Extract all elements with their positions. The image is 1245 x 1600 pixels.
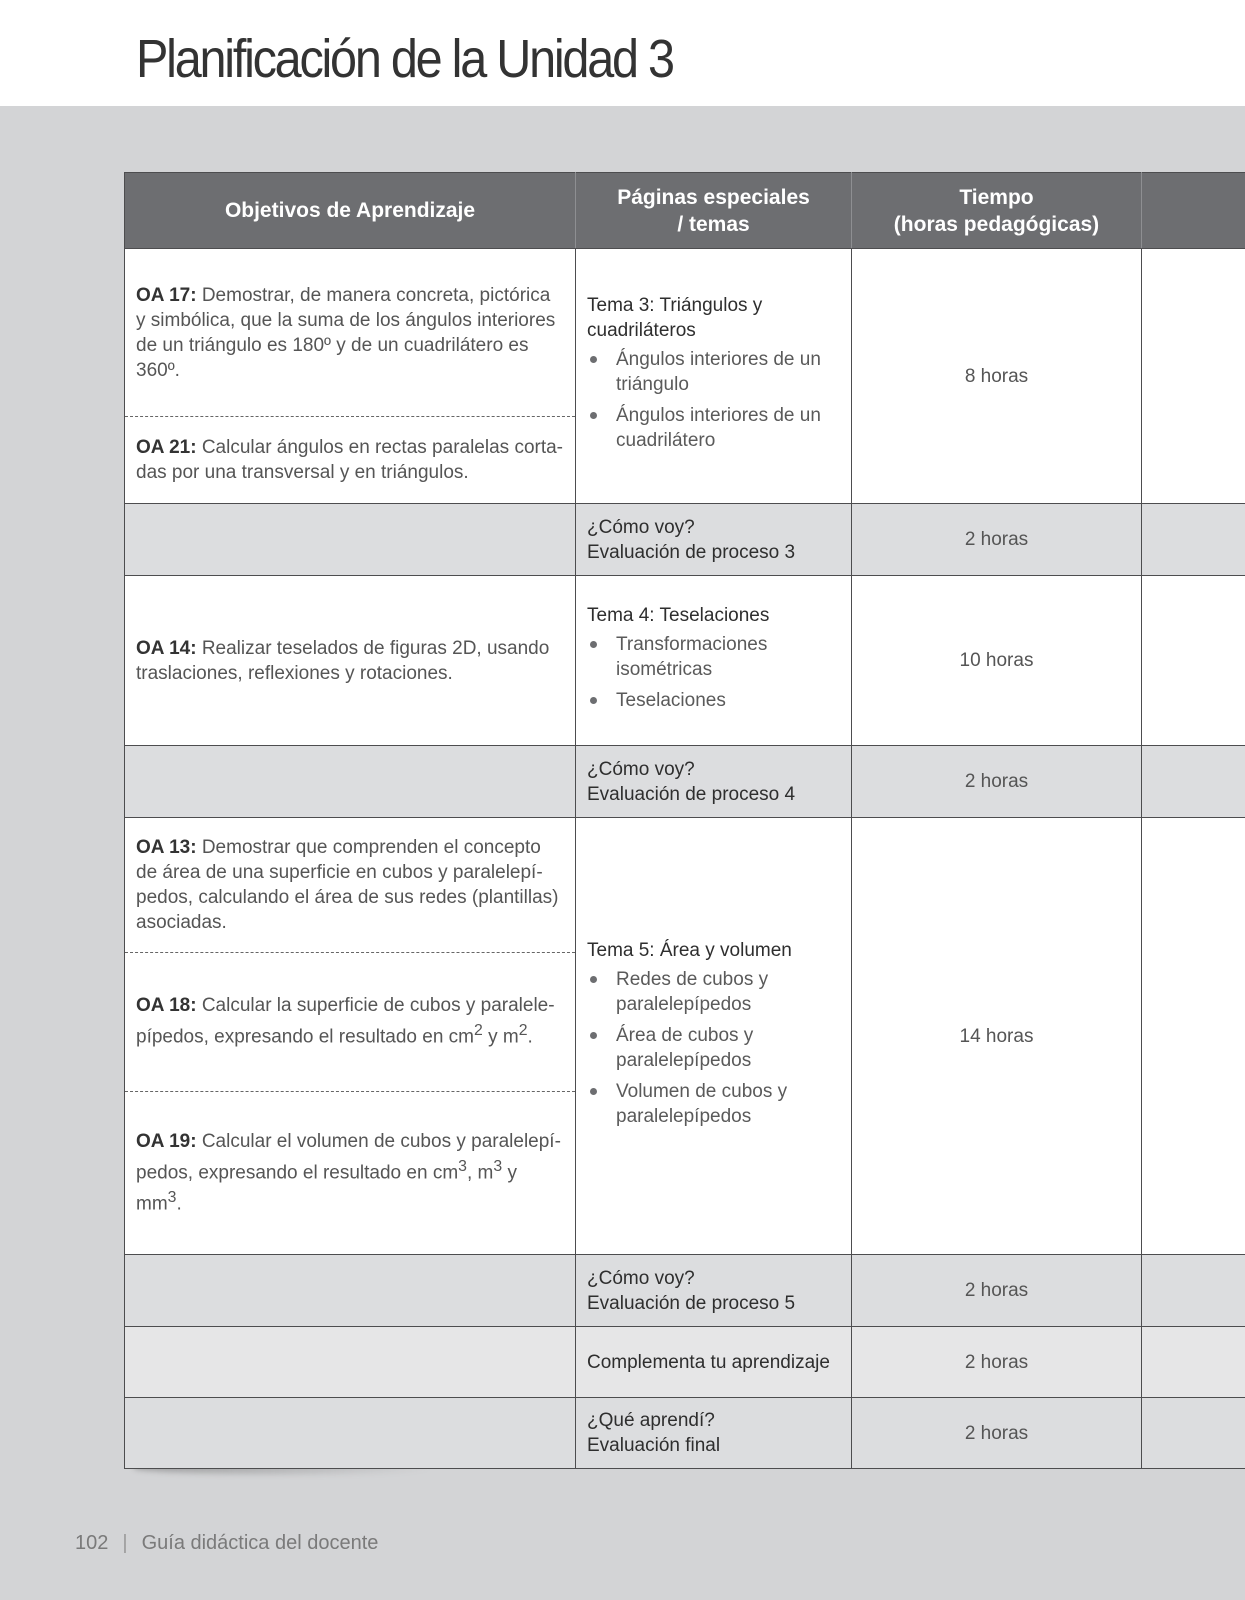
special-cell: ¿Cómo voy? Evaluación de proceso 4 bbox=[576, 746, 852, 818]
oa-cell bbox=[125, 576, 576, 746]
empty-cell bbox=[125, 1398, 576, 1469]
theme-cell bbox=[576, 818, 852, 1255]
page-title: Planificación de la Unidad 3 bbox=[136, 29, 673, 89]
extra-cell bbox=[1142, 1255, 1245, 1327]
time-value: 14 horas bbox=[852, 818, 1142, 1255]
table-row bbox=[125, 1255, 1245, 1327]
extra-cell bbox=[1142, 576, 1245, 746]
extra-cell bbox=[1142, 249, 1245, 504]
oa-cell bbox=[125, 818, 576, 1255]
theme-title: Tema 4: Teselaciones bbox=[587, 604, 770, 626]
list-item: Área de cubos y paralelepípedos bbox=[587, 1023, 841, 1073]
table-row bbox=[125, 746, 1245, 818]
theme-title: Tema 3: Triángulos y cuadriláteros bbox=[587, 295, 763, 341]
extra-cell bbox=[1142, 1327, 1245, 1398]
planning-table bbox=[124, 172, 1245, 1469]
list-item: Teselaciones bbox=[587, 688, 841, 713]
special-cell: ¿Qué aprendí? Evaluación final bbox=[576, 1398, 852, 1469]
theme-title: Tema 5: Área y volumen bbox=[587, 939, 792, 961]
time-value: 2 horas bbox=[852, 504, 1142, 576]
special-cell: Complementa tu aprendizaje bbox=[576, 1327, 852, 1398]
oa-17: OA 17: Demostrar, de manera concreta, pictórica y simbólica, que la suma de los ángulos interiores de un triángulo es 180º y de un cuadrilátero es 360º. bbox=[136, 284, 556, 381]
header-tiempo: Tiempo (horas pedagógicas) bbox=[852, 173, 1142, 249]
header-extra bbox=[1142, 173, 1245, 249]
oa-18: OA 18: Calcular la superficie de cubos y paralele-pípedos, expresando el resultado en $cm^2$ y $m^2$. bbox=[125, 952, 575, 1091]
list-item: Ángulos interiores de un cuadrilátero bbox=[587, 403, 841, 453]
empty-cell bbox=[125, 504, 576, 576]
footer-separator: | bbox=[122, 1532, 128, 1554]
special-cell: ¿Cómo voy? Evaluación de proceso 3 bbox=[576, 504, 852, 576]
table-header-row bbox=[125, 173, 1245, 249]
table-row bbox=[125, 504, 1245, 576]
list-item: Redes de cubos y paralelepípedos bbox=[587, 967, 841, 1017]
table-row bbox=[125, 576, 1245, 746]
extra-cell bbox=[1142, 746, 1245, 818]
oa-21: OA 21: Calcular ángulos en rectas paralelas corta-das por una transversal y en triángulos. bbox=[125, 416, 575, 503]
page-footer bbox=[75, 1532, 378, 1555]
list-item: Transformaciones isométricas bbox=[587, 632, 841, 682]
special-cell: ¿Cómo voy? Evaluación de proceso 5 bbox=[576, 1255, 852, 1327]
extra-cell bbox=[1142, 504, 1245, 576]
book-title: Guía didáctica del docente bbox=[141, 1532, 379, 1554]
list-item: Volumen de cubos y paralelepípedos bbox=[587, 1079, 841, 1129]
header-objetivos: Objetivos de Aprendizaje bbox=[125, 173, 576, 249]
time-value: 8 horas bbox=[852, 249, 1142, 504]
time-value: 2 horas bbox=[852, 1327, 1142, 1398]
theme-cell bbox=[576, 249, 852, 504]
extra-cell bbox=[1142, 818, 1245, 1255]
page-number: 102 bbox=[75, 1532, 109, 1554]
header-paginas: Páginas especiales / temas bbox=[576, 173, 852, 249]
empty-cell bbox=[125, 1327, 576, 1398]
time-value: 10 horas bbox=[852, 576, 1142, 746]
time-value: 2 horas bbox=[852, 746, 1142, 818]
table-row bbox=[125, 1398, 1245, 1469]
table-row bbox=[125, 249, 1245, 504]
table-row bbox=[125, 818, 1245, 1255]
time-value: 2 horas bbox=[852, 1255, 1142, 1327]
extra-cell bbox=[1142, 1398, 1245, 1469]
time-value: 2 horas bbox=[852, 1398, 1142, 1469]
empty-cell bbox=[125, 746, 576, 818]
empty-cell bbox=[125, 1255, 576, 1327]
oa-19: OA 19: Calcular el volumen de cubos y paralelepí-pedos, expresando el resultado en $cm^3$, $m^3$ y $mm^3$. bbox=[125, 1091, 575, 1254]
table-row bbox=[125, 1327, 1245, 1398]
theme-cell bbox=[576, 576, 852, 746]
oa-13: OA 13: Demostrar que comprenden el concepto de área de una superficie en cubos y paralelepí-pedos, calculando el área de sus redes (plantillas) asociadas. bbox=[136, 837, 559, 933]
oa-14: OA 14: Realizar teselados de figuras 2D, usando traslaciones, reflexiones y rotaciones. bbox=[136, 637, 550, 684]
list-item: Ángulos interiores de un triángulo bbox=[587, 347, 841, 397]
oa-cell bbox=[125, 249, 576, 504]
